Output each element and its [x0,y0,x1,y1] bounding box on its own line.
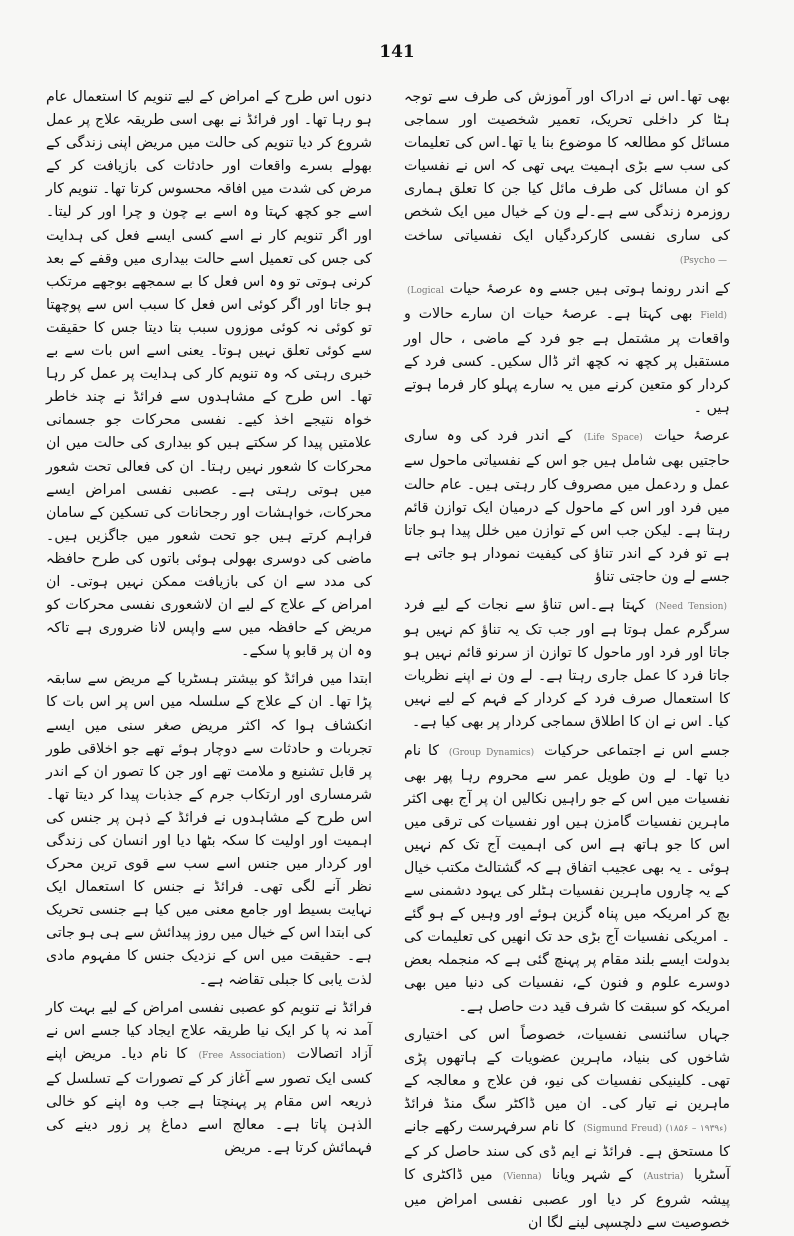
paragraph: ابتدا میں فرائڈ کو بیشتر ہسٹریا کے مریض سے سابقہ پڑا تھا۔ ان کے علاج کے سلسلہ میں اس پر اس بات کا انکشاف ہوا کہ اکثر مریض صغر سنی میں ایسے تجربات و حادثات سے دوچار ہوئے تھے جو اخلاقی طور پر قابل تشنیع و ملامت تھے اور جن کا تصور ان کے اندر شرمساری اور ارتکاب جرم کے جذبات پیدا کر دیتا تھا۔ اس طرح کے مشاہدوں نے فرائڈ کے ذہن پر جنس کی اہمیت اور اولیت کا سکہ بٹھا دیا اور انسان کی زندگی اور کردار میں جنس اسے سب سے قوی ترین محرک نظر آنے لگی تھی۔ فرائڈ نے جنس کا استعمال ایک نہایت بسیط اور جامع معنی میں کیا ہے جنسی تحریک کی ابتدا اس کے خیال میں روز پیدائش سے ہی ہو جاتی ہے۔ حقیقت میں اس کے نزدیک جنس کا مفہوم مادی لذت یابی کا جبلی تقاضہ ہے۔ [46,671,372,988]
right-column [403,86,731,1232]
paragraph: جہاں سائنسی نفسیات، خصوصاً اس کی اختیاری شاخوں کی بنیاد، ماہرین عضویات کے ہاتھوں پڑی تھی۔ کلینیکی نفسیات کی نیو، فن علاج و معالجہ کے ماہرین نے تیار کی۔ ان میں ڈاکٹر سگ منڈ فرائڈ (Sigmund Freud) (۱۸۵۶ – ۱۹۳۹ء) کا نام سرفہرست رکھے جانے کا مستحق ہے۔ فرائڈ نے ایم ڈی کی سند حاصل کر کے آسٹریا (Austria) کے شہر ویانا (Vienna) میں ڈاکٹری کا پیشہ شروع کر دیا اور عصبی نفسی امراض میں خصوصیت سے دلچسپی لینے لگا ان [404,1026,731,1232]
paragraph: فرائڈ نے تنویم کو عصبی نفسی امراض کے لیے بہت کار آمد نہ پا کر ایک نیا طریقہ علاج ایجاد کیا جسے اس نے آزاد اتصالات (Free Association) کا نام دیا۔ مریض اپنے کسی ایک تصور سے آغاز کر کے تصورات کے تسلسل کے ذریعہ اس مقام پر پہنچتا ہے جب وہ اپنے کو خالی الذہن پاتا ہے۔ معالج اسے دماغ پر زور دینے کی فہمائش کرتا ہے۔ مریض [46,999,372,1157]
paragraph: عرصۂ حیات (Life Space) کے اندر فرد کی وہ ساری حاجتیں بھی شامل ہیں جو اس کے نفسیاتی ماحول سے عمل و ردعمل میں مصروف کار رہتی ہیں۔ عام حالت میں فرد اور اس کے ماحول کے درمیان ایک توازن قائم رہتا ہے۔ لیکن جب اس کے توازن میں خلل پیدا ہو جاتا ہے تو فرد کے اندر تناؤ کی کیفیت نمودار ہو جاتی ہے جسے لے ون حاجتی تناؤ [404,428,730,585]
paragraph: کے اندر رونما ہوتی ہیں جسے وہ عرصۂ حیات (Logical Field) بھی کہتا ہے۔ عرصۂ حیات ان سارے حالات و واقعات پر مشتمل ہے جو فرد کے ماضی ، حال اور مستقبل پر کچھ نہ کچھ اثر ڈال سکیں۔ کسی فرد کے کردار کو متعین کرنے میں یہ سارے پہلو کار فرما ہوتے ہیں ۔ [404,280,731,417]
paragraph: دنوں اس طرح کے امراض کے لیے تنویم کا استعمال عام ہو رہا تھا۔ اور فرائڈ نے بھی اسی طریقہ علاج پر عمل شروع کر دیا تنویم کی حالت میں مریض اپنی زندگی کے بھولے بسرے واقعات اور حادثات کی بازیافت کر کے مرض کی شدت میں افاقہ محسوس کرتا تھا۔ تنویم کار اسے جو کچھ کہتا وہ اسے بے چون و چرا اور کر لیتا۔ اور اگر تنویم کار نے اسے کسی ایسے فعل کی ہدایت کی جس کی تعمیل اسے حالت بیداری میں وقفے کے بعد کرنی ہوتی تو وہ اس فعل کا بے سمجھے بوجھے مرتکب ہو جاتا اور اگر کوئی اس فعل کا سبب اس سے پوچھتا تو کوئی نہ کوئی موزوں سبب بتا دیتا جس کا حقیقت سے کوئی تعلق نہیں ہوتا۔ یعنی اسے اس بات سے بے خبری رہتی کہ وہ تنویم کار کی ہدایت پر عمل کر رہا تھا۔ اس طرح کے مشاہدوں سے فرائڈ نے چند خاطر خواہ نتیجے اخذ کیے۔ نفسی محرکات جو جسمانی علامتیں پیدا کر سکتے ہیں کو بیداری کی حالت میں ان محرکات کا شعور نہیں رہتا۔ ان کی فعالی تحت شعور میں ہوتی رہتی ہے۔ عصبی نفسی امراض ایسے محرکات، خواہشات اور رجحانات کی تسکین کے سامان فراہم کرتے ہیں جو تحت شعور میں جاگزیں ہیں۔ ماضی کی دوسری بھولی ہوئی باتوں کی طرح حافظہ کی مدد سے ان کی بازیافت ممکن نہیں ہوتی۔ ان امراض کے علاج کے لیے ان لاشعوری نفسی محرکات کو مریض کے حافظہ میں سے واپس لانا ضروری ہے تاکہ وہ ان پر قابو پا سکے۔ [46,89,372,660]
page-number: 141 [379,42,415,62]
left-column [46,86,372,1157]
paragraph: (Need Tension) کہتا ہے۔اس تناؤ سے نجات کے لیے فرد سرگرم عمل ہوتا ہے اور جب تک یہ تناؤ کم نہیں ہو جاتا اور فرد اور ماحول کا توازن از سرنو قائم نہیں ہو جاتا فرد کا عمل جاری رہتا ہے۔ لے ون نے اپنے نظریات کا استعمال صرف فرد کے کردار کے فہم کے لیے نہیں کیا۔ اس نے ان کا اطلاق سماجی کردار پر بھی کیا ہے۔ [404,596,730,731]
paragraph: جسے اس نے اجتماعی حرکیات (Group Dynamics) کا نام دیا تھا۔ لے ون طویل عمر سے محروم رہا پھر بھی نفسیات میں اس کے جو راہیں نکالیں ان پر آج بھی اکثر ماہرین نفسیات گامزن ہیں اور نفسیات کی ترقی میں اس کا جو ہاتھ ہے اس کی اہمیت آج تک کم نہیں ہوئی ۔ یہ بھی عجیب اتفاق ہے کہ گشتالٹ مکتب خیال کے یہ چاروں ماہرین نفسیات ہٹلر کی یہود دشمنی سے بچ کر امریکہ میں پناہ گزین ہوئے اور وہیں کے ہو گئے ۔ امریکی نفسیات آج بڑی حد تک انھیں کی تعلیمات کی بدولت ایسے بلند مقام پر پہنچ گئی ہے کہ منجملہ بعض دوسرے علوم و فنون کے، نفسیات کی دنیا میں بھی امریکہ کو سبقت کا شرف قید دت حاصل ہے۔ [403,742,730,1015]
paragraph: بھی تھا۔اس نے ادراک اور آموزش کی طرف سے توجہ ہٹا کر داخلی تحریک، تعمیر شخصیت اور سماجی مسائل کو مطالعہ کا موضوع بنا یا تھا۔اس کی تعلیمات کی سب سے بڑی اہمیت یہی تھی کہ اس نے نفسیات کو ان مسائل کی طرف مائل کیا جن کا تعلق ہماری روزمرہ زندگی سے ہے۔لے ون کے خیال میں ایک شخص کی ساری نفسی کارکردگیاں ایک نفسیاتی ساخت (Psycho — [404,89,730,266]
